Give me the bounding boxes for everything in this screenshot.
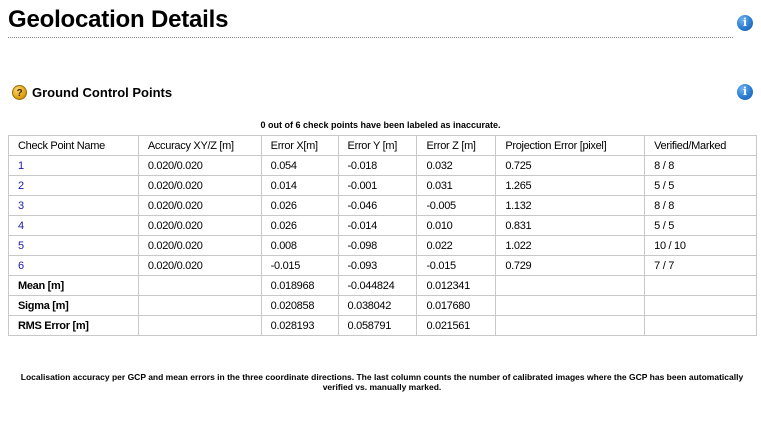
table-cell: 10 / 10: [645, 236, 757, 256]
table-cell: -0.044824: [338, 276, 417, 296]
table-cell: 0.020/0.020: [138, 156, 261, 176]
page-title: Geolocation Details: [8, 6, 229, 33]
table-caption: Localisation accuracy per GCP and mean errors in the three coordinate directions. The last column counts the number of calibrated images where the GCP has been automatically verified vs. manually marked.: [20, 372, 744, 392]
table-cell: -0.005: [417, 196, 496, 216]
table-cell: [138, 276, 261, 296]
stat-label: Mean [m]: [9, 276, 139, 296]
table-cell: -0.018: [338, 156, 417, 176]
col-header: Accuracy XY/Z [m]: [138, 136, 261, 156]
table-row: [9, 256, 757, 276]
gcp-table: [8, 135, 757, 336]
table-cell: 1.132: [496, 196, 645, 216]
table-row: [9, 196, 757, 216]
table-cell: 7 / 7: [645, 256, 757, 276]
table-cell: -0.093: [338, 256, 417, 276]
stat-label: RMS Error [m]: [9, 316, 139, 336]
title-divider: [8, 37, 733, 38]
table-cell: 0.729: [496, 256, 645, 276]
table-cell: 0.038042: [338, 296, 417, 316]
col-header: Error Z [m]: [417, 136, 496, 156]
table-cell: 0.028193: [261, 316, 338, 336]
table-cell: 0.058791: [338, 316, 417, 336]
col-header: Error Y [m]: [338, 136, 417, 156]
check-point-link[interactable]: 3: [9, 196, 139, 216]
table-cell: [138, 296, 261, 316]
table-cell: -0.014: [338, 216, 417, 236]
table-cell: [645, 276, 757, 296]
table-cell: 0.021561: [417, 316, 496, 336]
table-cell: 0.020858: [261, 296, 338, 316]
table-row: [9, 236, 757, 256]
table-cell: 0.032: [417, 156, 496, 176]
info-icon[interactable]: i: [737, 15, 753, 31]
stats-row-mean: [9, 276, 757, 296]
check-point-link[interactable]: 4: [9, 216, 139, 236]
table-cell: 0.031: [417, 176, 496, 196]
table-cell: 0.054: [261, 156, 338, 176]
table-cell: 5 / 5: [645, 176, 757, 196]
info-icon[interactable]: i: [737, 84, 753, 100]
stats-row-rms: [9, 316, 757, 336]
table-cell: 0.022: [417, 236, 496, 256]
table-cell: 1.265: [496, 176, 645, 196]
table-cell: 0.020/0.020: [138, 176, 261, 196]
table-cell: -0.001: [338, 176, 417, 196]
table-cell: 0.026: [261, 196, 338, 216]
table-row: [9, 216, 757, 236]
table-cell: 0.020/0.020: [138, 256, 261, 276]
table-cell: 0.020/0.020: [138, 216, 261, 236]
table-cell: [645, 296, 757, 316]
table-cell: [138, 316, 261, 336]
table-cell: [496, 276, 645, 296]
table-cell: [645, 316, 757, 336]
check-point-link[interactable]: 5: [9, 236, 139, 256]
table-cell: [496, 316, 645, 336]
table-row: [9, 156, 757, 176]
table-cell: 0.831: [496, 216, 645, 236]
col-header: Error X[m]: [261, 136, 338, 156]
table-cell: 1.022: [496, 236, 645, 256]
inaccurate-summary: 0 out of 6 check points have been labeled as inaccurate.: [260, 120, 501, 130]
table-cell: 0.012341: [417, 276, 496, 296]
table-cell: 0.725: [496, 156, 645, 176]
table-cell: -0.015: [417, 256, 496, 276]
col-header: Check Point Name: [9, 136, 139, 156]
section-header: [12, 85, 172, 100]
table-cell: 5 / 5: [645, 216, 757, 236]
check-point-link[interactable]: 1: [9, 156, 139, 176]
stats-row-sigma: [9, 296, 757, 316]
check-point-link[interactable]: 6: [9, 256, 139, 276]
table-cell: 0.018968: [261, 276, 338, 296]
col-header: Verified/Marked: [645, 136, 757, 156]
table-cell: 0.020/0.020: [138, 196, 261, 216]
table-cell: 8 / 8: [645, 156, 757, 176]
section-title: Ground Control Points: [32, 85, 173, 100]
col-header: Projection Error [pixel]: [496, 136, 645, 156]
table-cell: -0.098: [338, 236, 417, 256]
stat-label: Sigma [m]: [9, 296, 139, 316]
help-icon[interactable]: ?: [12, 85, 27, 100]
table-header-row: [9, 136, 757, 156]
table-cell: [496, 296, 645, 316]
table-cell: 8 / 8: [645, 196, 757, 216]
table-cell: 0.020/0.020: [138, 236, 261, 256]
table-cell: 0.017680: [417, 296, 496, 316]
table-cell: 0.014: [261, 176, 338, 196]
table-cell: -0.015: [261, 256, 338, 276]
table-row: [9, 176, 757, 196]
check-point-link[interactable]: 2: [9, 176, 139, 196]
table-cell: 0.010: [417, 216, 496, 236]
table-cell: -0.046: [338, 196, 417, 216]
table-cell: 0.008: [261, 236, 338, 256]
table-cell: 0.026: [261, 216, 338, 236]
